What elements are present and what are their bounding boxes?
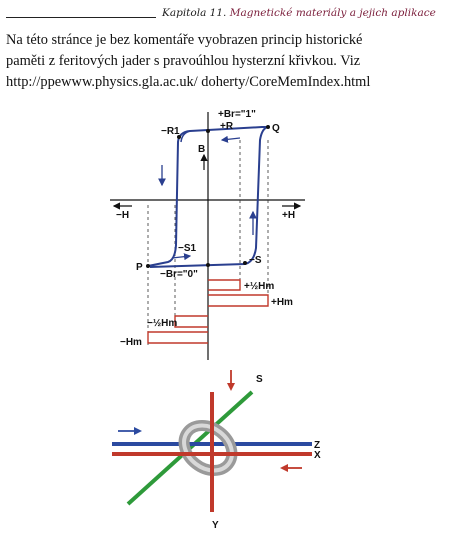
pulse-minus-full <box>148 332 208 343</box>
label-x: X <box>314 450 321 461</box>
label-s: S <box>256 374 263 385</box>
y-current-arrow-head <box>280 464 288 472</box>
label-plus-h: +H <box>282 210 296 221</box>
label-plus-hm: +Hm <box>271 297 293 308</box>
pulse-plus-full <box>208 295 268 306</box>
label-br-zero: −Br="0" <box>160 269 198 280</box>
label-plus-half-hm: +½Hm <box>244 281 275 292</box>
ferrite-core-highlight <box>175 416 241 480</box>
label-minus-s: −S <box>249 255 262 266</box>
paragraph-line: paměti z feritových jader s pravoúhlou hysterzní křivkou. Viz <box>6 53 361 69</box>
label-minus-half-hm: −½Hm <box>147 318 178 329</box>
chapter-number: Kapitola 11. <box>162 7 227 19</box>
point-q <box>266 125 270 129</box>
point-br1 <box>206 129 210 133</box>
label-b: B <box>198 144 206 155</box>
label-p: P <box>136 262 143 273</box>
label-q: Q <box>272 123 280 134</box>
label-z: Z <box>314 440 321 451</box>
paragraph-url-line[interactable]: http://ppewww.physics.gla.ac.uk/ doherty/CoreMemIndex.html <box>6 74 371 90</box>
point-br0 <box>206 263 210 267</box>
point-s <box>243 261 247 265</box>
label-minus-r1: −R1 <box>161 126 180 137</box>
x-current-arrow-head <box>134 427 142 435</box>
paragraph-line: Na této stránce je bez komentáře vyobrazen princip historické <box>6 32 363 48</box>
label-plus-r: +R <box>220 121 234 132</box>
label-minus-s1: −S1 <box>178 243 197 254</box>
label-y: Y <box>212 520 219 531</box>
current-arrow-head <box>227 383 235 391</box>
label-minus-h: −H <box>116 210 130 221</box>
core-illustration <box>112 370 321 531</box>
point-p <box>146 264 150 268</box>
arrow-left-top <box>222 138 240 140</box>
chapter-title: Magnetické materiály a jejich aplikace <box>229 7 436 19</box>
label-minus-hm: −Hm <box>120 337 142 348</box>
pulse-plus-half <box>208 280 240 290</box>
pulse-minus-half <box>175 316 208 327</box>
label-br-one: +Br="1" <box>218 109 256 120</box>
